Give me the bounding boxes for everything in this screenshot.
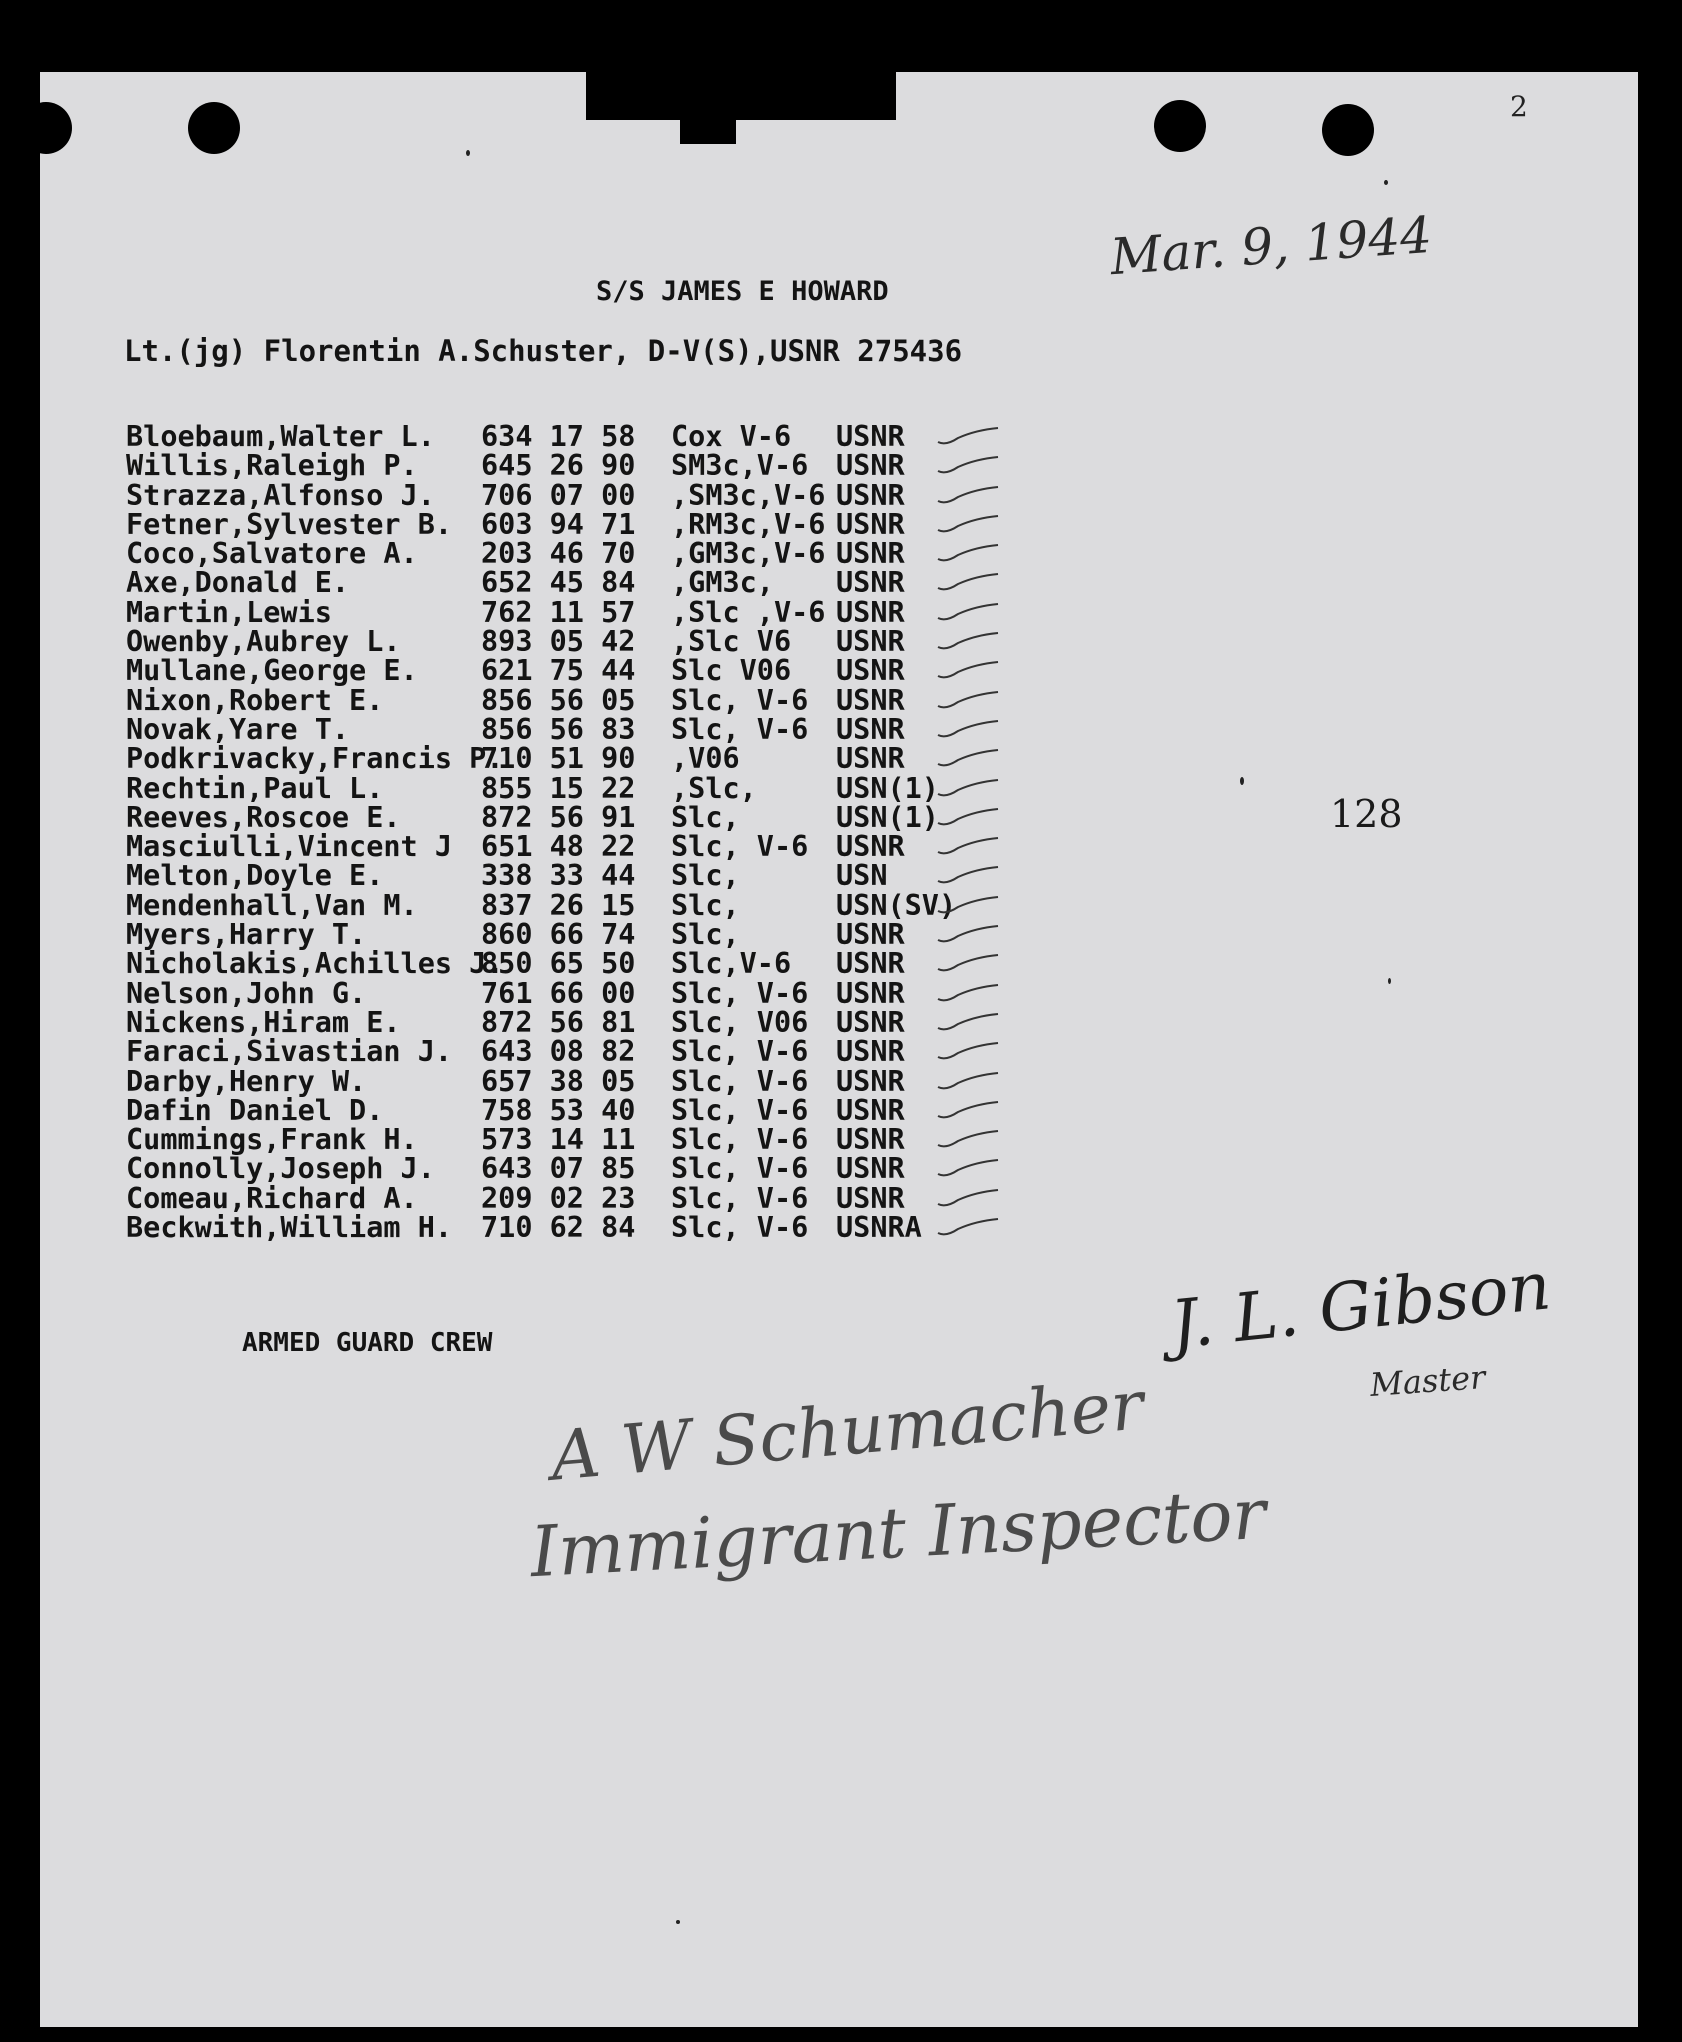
crew-rate: Slc V06: [671, 654, 792, 688]
crew-row: [126, 1181, 966, 1215]
crew-name: Nicholakis,Achilles J.: [126, 947, 504, 981]
crew-rate: ,Slc V6: [671, 625, 792, 659]
check-tick-icon: [936, 1012, 1006, 1036]
crew-row: [126, 478, 966, 512]
crew-service: USNR: [836, 1123, 905, 1157]
crew-service-number: 603 94 71: [481, 507, 636, 541]
crew-row: [126, 1064, 966, 1098]
check-tick-icon: [936, 1041, 1006, 1065]
crew-name: Nickens,Hiram E.: [126, 1005, 401, 1039]
check-tick-icon: [936, 836, 1006, 860]
crew-service-number: 872 56 91: [481, 800, 636, 834]
crew-row: [126, 947, 966, 981]
crew-service: USNR: [836, 449, 905, 483]
crew-service: USNR: [836, 1152, 905, 1186]
crew-name: Dafin Daniel D.: [126, 1093, 384, 1127]
crew-row: [126, 1005, 966, 1039]
crew-row: [126, 800, 966, 834]
crew-rate: ,SM3c,V-6: [671, 478, 826, 512]
crew-name: Masciulli,Vincent J: [126, 830, 453, 864]
crew-name: Connolly,Joseph J.: [126, 1152, 435, 1186]
check-tick-icon: [936, 1129, 1006, 1153]
check-tick-icon: [936, 690, 1006, 714]
footer-label: ARMED GUARD CREW: [242, 1328, 493, 1358]
crew-service: USNR: [836, 712, 905, 746]
crew-name: Willis,Raleigh P.: [126, 449, 418, 483]
crew-name: Reeves,Roscoe E.: [126, 800, 401, 834]
crew-rate: SM3c,V-6: [671, 449, 809, 483]
binder-tab-cutout-notch: [680, 72, 736, 144]
check-tick-icon: [936, 1158, 1006, 1182]
crew-service: USN(1): [836, 800, 939, 834]
crew-service-number: 856 56 83: [481, 712, 636, 746]
crew-name: Nelson,John G.: [126, 976, 367, 1010]
crew-row: [126, 712, 966, 746]
crew-service-number: 758 53 40: [481, 1093, 636, 1127]
page-number: 128: [1330, 792, 1403, 836]
crew-service-number: 850 65 50: [481, 947, 636, 981]
crew-rate: Slc, V-6: [671, 683, 809, 717]
crew-rate: Slc, V-6: [671, 830, 809, 864]
crew-name: Cummings,Frank H.: [126, 1123, 418, 1157]
crew-service: USNR: [836, 654, 905, 688]
crew-rate: ,RM3c,V-6: [671, 507, 826, 541]
crew-rate: ,V06: [671, 742, 740, 776]
crew-service-number: 706 07 00: [481, 478, 636, 512]
crew-name: Mullane,George E.: [126, 654, 418, 688]
crew-row: [126, 595, 966, 629]
crew-service: USNR: [836, 742, 905, 776]
crew-service: USN(SV): [836, 888, 957, 922]
crew-row: [126, 771, 966, 805]
ship-title: S/S JAMES E HOWARD: [596, 276, 889, 307]
binder-hole-left: [188, 102, 240, 154]
crew-row: [126, 830, 966, 864]
crew-rate: Slc,: [671, 800, 740, 834]
crew-row: [126, 1035, 966, 1069]
crew-rate: Slc,: [671, 888, 740, 922]
check-tick-icon: [936, 983, 1006, 1007]
crew-service: USNR: [836, 625, 905, 659]
crew-name: Darby,Henry W.: [126, 1064, 367, 1098]
crew-service: USN: [836, 859, 888, 893]
crew-rate: Slc, V06: [671, 1005, 809, 1039]
crew-name: Strazza,Alfonso J.: [126, 478, 435, 512]
check-tick-icon: [936, 426, 1006, 450]
check-tick-icon: [936, 485, 1006, 509]
crew-name: Melton,Doyle E.: [126, 859, 384, 893]
crew-row: [126, 449, 966, 483]
speck: [466, 150, 470, 156]
crew-service-number: 203 46 70: [481, 537, 636, 571]
crew-service: USN(1): [836, 771, 939, 805]
crew-rate: Slc,V-6: [671, 947, 792, 981]
crew-service: USNR: [836, 1035, 905, 1069]
crew-name: Novak,Yare T.: [126, 712, 350, 746]
check-tick-icon: [936, 778, 1006, 802]
crew-name: Faraci,Sivastian J.: [126, 1035, 453, 1069]
crew-row: [126, 683, 966, 717]
crew-service-number: 338 33 44: [481, 859, 636, 893]
crew-row: [126, 566, 966, 600]
crew-rate: Slc, V-6: [671, 712, 809, 746]
crew-name: Myers,Harry T.: [126, 918, 367, 952]
crew-service: USNR: [836, 830, 905, 864]
crew-rate: Slc, V-6: [671, 1123, 809, 1157]
crew-service-number: 855 15 22: [481, 771, 636, 805]
crew-row: [126, 742, 966, 776]
crew-service: USNR: [836, 478, 905, 512]
crew-service-number: 761 66 00: [481, 976, 636, 1010]
check-tick-icon: [936, 1217, 1006, 1241]
crew-row: [126, 507, 966, 541]
signature-master-title: Master: [1368, 1358, 1487, 1404]
officer-line: Lt.(jg) Florentin A.Schuster, D-V(S),USNR 275436: [124, 334, 963, 368]
check-tick-icon: [936, 748, 1006, 772]
crew-rate: Slc,: [671, 918, 740, 952]
crew-name: Axe,Donald E.: [126, 566, 350, 600]
signature-inspector-name: A W Schumacher: [547, 1366, 1147, 1497]
crew-row: [126, 976, 966, 1010]
crew-service: USNR: [836, 1005, 905, 1039]
crew-name: Nixon,Robert E.: [126, 683, 384, 717]
check-tick-icon: [936, 807, 1006, 831]
crew-service-number: 710 62 84: [481, 1211, 636, 1245]
check-tick-icon: [936, 572, 1006, 596]
crew-service-number: 634 17 58: [481, 420, 636, 453]
crew-service: USNR: [836, 1093, 905, 1127]
crew-service-number: 643 08 82: [481, 1035, 636, 1069]
crew-list: [126, 420, 966, 1245]
crew-name: Bloebaum,Walter L.: [126, 420, 435, 453]
check-tick-icon: [936, 953, 1006, 977]
crew-service-number: 872 56 81: [481, 1005, 636, 1039]
check-tick-icon: [936, 1100, 1006, 1124]
crew-rate: ,Slc,: [671, 771, 757, 805]
crew-service: USNR: [836, 420, 905, 453]
crew-row: [126, 859, 966, 893]
handwritten-date: Mar. 9, 1944: [1108, 205, 1434, 287]
crew-rate: Slc, V-6: [671, 1181, 809, 1215]
speck: [1240, 777, 1244, 785]
crew-service-number: 209 02 23: [481, 1181, 636, 1215]
check-tick-icon: [936, 543, 1006, 567]
crew-rate: Slc, V-6: [671, 1035, 809, 1069]
crew-row: [126, 1152, 966, 1186]
crew-row: [126, 1093, 966, 1127]
crew-service-number: 651 48 22: [481, 830, 636, 864]
check-tick-icon: [936, 1071, 1006, 1095]
crew-service-number: 837 26 15: [481, 888, 636, 922]
crew-rate: Slc, V-6: [671, 1211, 809, 1245]
crew-service-number: 657 38 05: [481, 1064, 636, 1098]
crew-name: Beckwith,William H.: [126, 1211, 453, 1245]
crew-service: USNR: [836, 537, 905, 571]
crew-rate: Slc, V-6: [671, 976, 809, 1010]
binder-hole-right-1: [1154, 100, 1206, 152]
check-tick-icon: [936, 602, 1006, 626]
check-tick-icon: [936, 895, 1006, 919]
crew-rate: ,GM3c,V-6: [671, 537, 826, 571]
crew-name: Mendenhall,Van M.: [126, 888, 418, 922]
crew-row: [126, 1123, 966, 1157]
signature-inspector-title: Immigrant Inspector: [528, 1472, 1268, 1594]
crew-service-number: 893 05 42: [481, 625, 636, 659]
crew-row: [126, 1211, 966, 1245]
check-tick-icon: [936, 660, 1006, 684]
crew-service-number: 856 56 05: [481, 683, 636, 717]
crew-name: Fetner,Sylvester B.: [126, 507, 453, 541]
check-tick-icon: [936, 631, 1006, 655]
crew-name: Martin,Lewis: [126, 595, 332, 629]
crew-rate: Slc, V-6: [671, 1093, 809, 1127]
crew-service: USNRA: [836, 1211, 922, 1245]
corner-mark: 2: [1510, 90, 1528, 123]
check-tick-icon: [936, 719, 1006, 743]
speck: [1384, 180, 1388, 185]
crew-service: USNR: [836, 1181, 905, 1215]
signature-master-name: J. L. Gibson: [1167, 1247, 1555, 1364]
check-tick-icon: [936, 924, 1006, 948]
crew-service: USNR: [836, 1064, 905, 1098]
crew-row: [126, 422, 966, 451]
crew-name: Podkrivacky,Francis P.: [126, 742, 504, 776]
binder-hole-left-edge: [40, 102, 72, 154]
crew-name: Owenby,Aubrey L.: [126, 625, 401, 659]
crew-service-number: 762 11 57: [481, 595, 636, 629]
check-tick-icon: [936, 455, 1006, 479]
crew-service-number: 645 26 90: [481, 449, 636, 483]
crew-service-number: 860 66 74: [481, 918, 636, 952]
crew-row: [126, 625, 966, 659]
crew-service-number: 710 51 90: [481, 742, 636, 776]
crew-rate: ,GM3c,: [671, 566, 774, 600]
crew-service-number: 643 07 85: [481, 1152, 636, 1186]
binder-hole-right-2: [1322, 104, 1374, 156]
crew-rate: Cox V-6: [671, 420, 792, 453]
crew-service-number: 621 75 44: [481, 654, 636, 688]
crew-name: Comeau,Richard A.: [126, 1181, 418, 1215]
crew-service: USNR: [836, 976, 905, 1010]
crew-name: Rechtin,Paul L.: [126, 771, 384, 805]
crew-name: Coco,Salvatore A.: [126, 537, 418, 571]
crew-rate: ,Slc ,V-6: [671, 595, 826, 629]
crew-service: USNR: [836, 566, 905, 600]
crew-service: USNR: [836, 507, 905, 541]
binder-tab-cutout: [586, 72, 896, 120]
crew-rate: Slc, V-6: [671, 1064, 809, 1098]
check-tick-icon: [936, 865, 1006, 889]
crew-row: [126, 654, 966, 688]
crew-service: USNR: [836, 683, 905, 717]
document-page: [40, 72, 1638, 2027]
crew-rate: Slc,: [671, 859, 740, 893]
crew-service-number: 573 14 11: [481, 1123, 636, 1157]
crew-service: USNR: [836, 947, 905, 981]
crew-service: USNR: [836, 595, 905, 629]
speck: [1388, 978, 1391, 984]
crew-service-number: 652 45 84: [481, 566, 636, 600]
check-tick-icon: [936, 1188, 1006, 1212]
crew-service: USNR: [836, 918, 905, 952]
speck: [676, 1920, 680, 1924]
crew-rate: Slc, V-6: [671, 1152, 809, 1186]
crew-row: [126, 888, 966, 922]
crew-row: [126, 537, 966, 571]
check-tick-icon: [936, 514, 1006, 538]
crew-row: [126, 918, 966, 952]
